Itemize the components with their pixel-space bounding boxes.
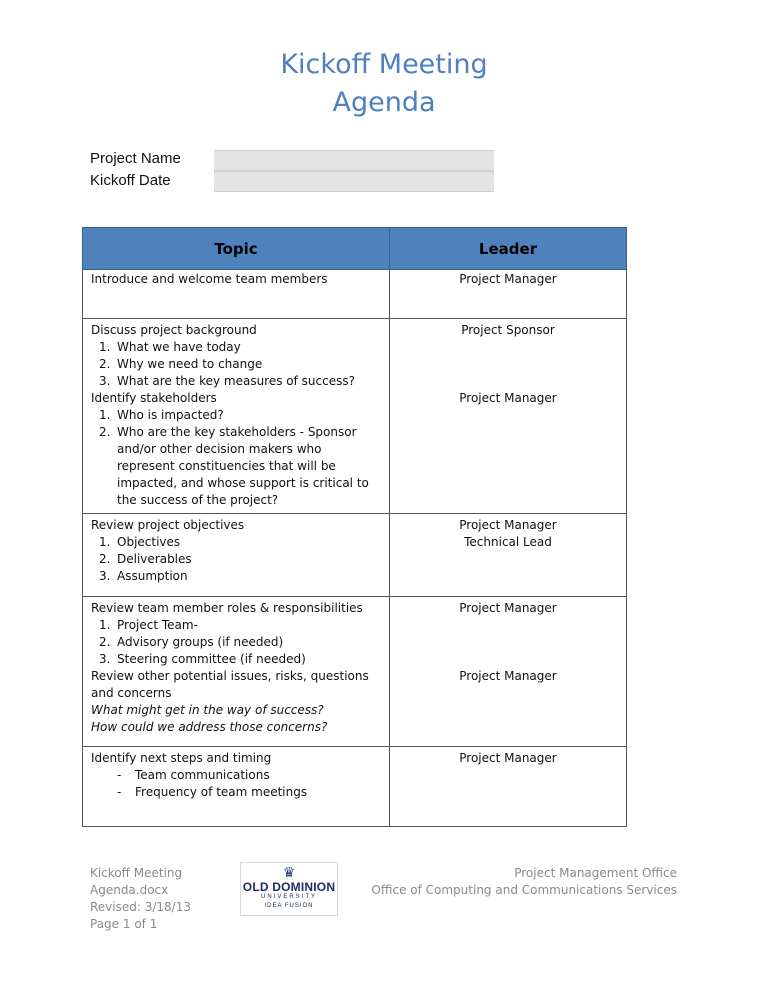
topic-cell (83, 597, 390, 747)
footer-file-info (90, 865, 191, 933)
list-item: 2. Advisory groups (if needed) (99, 635, 284, 649)
kickoff-date-label: Kickoff Date (90, 172, 171, 189)
list-item: 1. Project Team- (99, 618, 198, 632)
leader-name: Project Manager (459, 518, 557, 532)
topic-cell (83, 270, 390, 319)
topic-cell (83, 319, 390, 514)
topic-title: Identify next steps and timing (91, 751, 272, 765)
topic-note: What might get in the way of success? (91, 703, 324, 717)
list-item: 2. Why we need to change (99, 357, 263, 371)
leader-cell (390, 319, 627, 514)
footer-doc-title: Kickoff Meeting (90, 866, 183, 880)
leader-cell (390, 514, 627, 597)
topic-title: Introduce and welcome team members (91, 272, 328, 286)
topic-cell (83, 514, 390, 597)
list-item: 2. Who are the key stakeholders - Sponsor and/or other decision makers who represent constituencies that will be impacted, and whose support is critical to the success of the project? (99, 425, 369, 507)
footer-file-name: Agenda.docx (90, 883, 169, 897)
logo-sub: UNIVERSITY (260, 894, 317, 900)
table-row (83, 319, 627, 514)
topic-title: Review project objectives (91, 518, 245, 532)
list-item: 1. Objectives (99, 535, 181, 549)
footer-office-info (371, 865, 677, 899)
leader-cell (390, 597, 627, 747)
list-item: 1. Who is impacted? (99, 408, 224, 422)
list-item: 3. What are the key measures of success? (99, 374, 355, 388)
title-line-1: Kickoff Meeting (280, 49, 488, 80)
list-item: 2. Deliverables (99, 552, 192, 566)
crown-icon: ♛ (282, 865, 296, 881)
list-item: 1. What we have today (99, 340, 241, 354)
logo-tagline: IDEA FUSION (264, 903, 314, 909)
document-title (0, 46, 768, 122)
leader-name: Project Manager (459, 601, 557, 615)
list-item: - Team communications (117, 768, 270, 782)
footer-revised: Revised: 3/18/13 (90, 900, 191, 914)
topic-header: Topic (83, 228, 390, 270)
leader-name: Project Manager (459, 391, 557, 405)
topic-cell (83, 747, 390, 827)
list-item: - Frequency of team meetings (117, 785, 308, 799)
table-row (83, 597, 627, 747)
topic-title: Review other potential issues, risks, questions and concerns (91, 669, 369, 700)
table-row (83, 270, 627, 319)
topic-title: Identify stakeholders (91, 391, 217, 405)
topic-title: Discuss project background (91, 323, 257, 337)
table-header-row (83, 228, 627, 270)
table-row (83, 514, 627, 597)
topic-title: Review team member roles & responsibilities (91, 601, 363, 615)
logo-name: OLD DOMINION (242, 880, 336, 894)
footer-office: Project Management Office (514, 866, 677, 880)
project-name-label: Project Name (90, 150, 181, 167)
leader-name: Project Manager (459, 272, 557, 286)
leader-cell (390, 270, 627, 319)
footer-page-number: Page 1 of 1 (90, 917, 158, 931)
leader-name: Project Manager (459, 669, 557, 683)
table-row (83, 747, 627, 827)
university-logo (240, 862, 338, 916)
leader-cell (390, 747, 627, 827)
leader-header: Leader (390, 228, 627, 270)
topic-note: How could we address those concerns? (91, 720, 328, 734)
leader-name: Project Sponsor (461, 323, 555, 337)
title-line-2: Agenda (332, 87, 436, 118)
list-item: 3. Steering committee (if needed) (99, 652, 306, 666)
list-item: 3. Assumption (99, 569, 188, 583)
project-name-field[interactable] (214, 150, 494, 171)
leader-name: Project Manager (459, 751, 557, 765)
kickoff-date-field[interactable] (214, 171, 494, 192)
agenda-table (82, 227, 627, 827)
leader-name: Technical Lead (464, 535, 552, 549)
footer-department: Office of Computing and Communications Services (371, 883, 677, 897)
